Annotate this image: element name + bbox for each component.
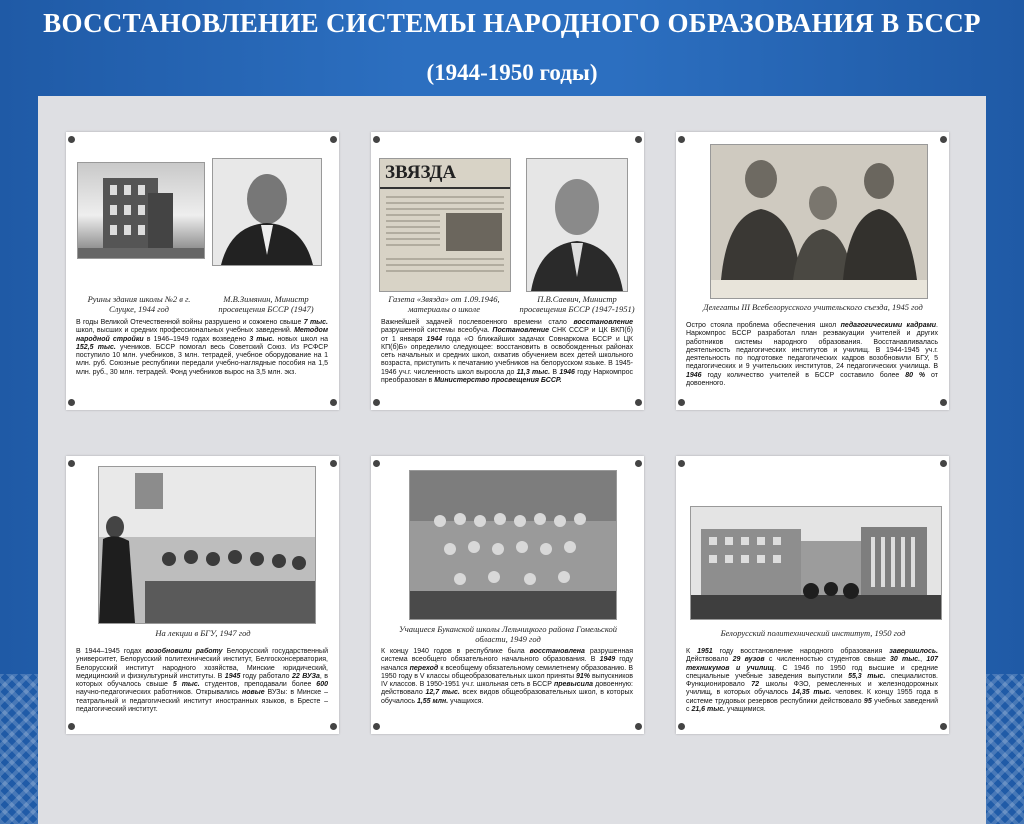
text-segment: учебных заведений с bbox=[686, 697, 939, 714]
text-segment: научно-педагогических работников. Открывались bbox=[76, 689, 242, 697]
text-segment: СНК СССР и ЦК ВКП(б) от 1 января bbox=[381, 327, 633, 343]
text-segment: 5 тыс. bbox=[172, 681, 200, 689]
newspaper-photo bbox=[379, 158, 511, 292]
text-segment: году количество учителей в БССР составило более bbox=[701, 371, 906, 379]
text-segment: в 1946–1949 годах возведено bbox=[143, 335, 250, 343]
text-segment: ВУЗы: в Минске – театральный и педагогический институт иностранных языков, в Бресте – педагогический институт. bbox=[76, 689, 328, 714]
panel-2-caption-2: П.В.Саевич, Министр просвещения БССР (1947-1951) bbox=[519, 294, 635, 314]
text-segment: от довоенного. bbox=[686, 371, 939, 388]
text-segment: 600 bbox=[316, 681, 328, 689]
text-segment: 1951 bbox=[697, 648, 713, 655]
panel-5-text bbox=[381, 648, 633, 706]
text-segment: Действовало bbox=[686, 656, 733, 664]
text-segment: . С 1946 по 1950 год высшие и средние специальные учебные заведения выпустили bbox=[686, 664, 938, 680]
text-segment: В годы Великой Отечественной войны разрушено и сожжено свыше bbox=[76, 319, 304, 326]
page-subtitle: (1944-1950 годы) bbox=[426, 60, 598, 85]
text-segment: Министерство просвещения БССР. bbox=[434, 377, 562, 385]
text-segment: новые bbox=[242, 689, 265, 697]
text-segment: учащихся. bbox=[448, 697, 484, 705]
panel-3-text bbox=[686, 322, 938, 388]
panel-6-text bbox=[686, 648, 938, 714]
text-segment: специалистов. Функционировало bbox=[686, 672, 939, 689]
portrait-photo bbox=[526, 158, 628, 292]
text-segment: к всеобщему обязательному семилетнему образованию. В 1950 году в V классы общеобразовательных школ приняты bbox=[381, 664, 634, 680]
text-segment: году Наркомпрос преобразован в bbox=[381, 368, 633, 385]
text-segment: Постановление bbox=[492, 327, 550, 335]
text-segment: Остро стояла проблема обеспечения школ bbox=[686, 322, 841, 329]
ornament-right bbox=[986, 674, 1024, 824]
text-segment: 55,3 тыс. bbox=[848, 672, 886, 680]
panel-5 bbox=[371, 456, 644, 734]
newspaper-masthead: ЗВЯЗДА bbox=[380, 159, 510, 189]
text-segment: 91% bbox=[575, 672, 590, 680]
text-segment: восстановлена bbox=[529, 648, 585, 655]
text-segment: всех видов общеобразовательных школ, в которых обучалось bbox=[381, 689, 633, 705]
text-segment: . Наркомпрос БССР разработал план реэвакуации учителей и других работников системы народного образования. Восстанавливалась деятельность педагогических институтов и училищ. В 1944-1945 уч.г. деятельность по подготовке педагогических кадров возобновили БГУ, 5 педагогических и 9 учительских институтов, 24 педагогических училища. В bbox=[686, 322, 938, 371]
panel-1-caption-2: М.В.Зимянин, Министр просвещения БССР (1947) bbox=[218, 294, 314, 314]
text-segment: разрушенная система всеобщего обязательного начального образования. В bbox=[381, 648, 633, 664]
text-segment: учащимися. bbox=[725, 706, 766, 714]
text-segment: В 1944–1945 годах bbox=[76, 648, 146, 655]
panel-4-text bbox=[76, 648, 328, 714]
text-segment: К концу 1940 годов в республике была bbox=[381, 648, 530, 655]
text-segment: школы ФЗО, ремесленных и железнодорожных училищ, в которых обучалось bbox=[686, 681, 938, 697]
text-segment: завершилось. bbox=[889, 648, 938, 655]
panel-3 bbox=[676, 132, 949, 410]
text-segment: году восстановление народного образования bbox=[712, 648, 890, 655]
text-segment: новых школ на bbox=[274, 335, 328, 343]
text-segment: 1946 bbox=[686, 371, 702, 379]
text-segment: довоенную: действовало bbox=[381, 681, 633, 697]
text-segment: 30 тыс. bbox=[890, 656, 921, 664]
text-segment: 22 ВУЗа bbox=[292, 672, 320, 680]
text-segment: выпускников IV классов. В 1950-1951 уч.г. школьная сеть в БССР bbox=[381, 672, 633, 689]
text-segment: педагогическими кадрами bbox=[840, 322, 937, 329]
text-segment: Белорусский государственный университет, Белорусский политехнический институт, Белгосконсерватория, Белорусский институт народного хозяйства, Минские юридический, медицинский и физкультурный институты. В bbox=[76, 648, 328, 680]
text-segment: человек. К концу 1955 года в системе трудовых резервов республики действовало bbox=[686, 689, 939, 705]
text-segment: 7 тыс. bbox=[303, 319, 328, 326]
panel-1-caption-1: Руины здания школы №2 в г. Слуцке, 1944 год bbox=[87, 294, 191, 314]
board bbox=[38, 96, 986, 824]
panel-1-text bbox=[76, 319, 328, 377]
text-segment: школ, высших и средних профессиональных учебных заведений. bbox=[76, 327, 295, 335]
text-segment: 152,5 тыс. bbox=[76, 343, 116, 351]
text-segment: восстановление bbox=[573, 319, 633, 326]
text-segment: возобновили работу bbox=[145, 648, 223, 655]
panel-2 bbox=[371, 132, 644, 410]
text-segment: 12,7 тыс. bbox=[425, 689, 460, 697]
text-segment: К bbox=[686, 648, 698, 655]
text-segment: 3 тыс. bbox=[249, 335, 275, 343]
text-segment: учеников. БССР помогал весь Советский Союз. Из РСФСР поступило 10 млн. учебников, 3 млн. тетрадей, учебное оборудование на 1 млн. руб. Союзные республики передали учебно-наглядные пособия на 1,5 млн. руб., 30 млн. тетрадей. Фонд учебников вырос на 3,5 млн. экз. bbox=[76, 343, 328, 376]
panel-1 bbox=[66, 132, 339, 410]
text-segment: 14,35 тыс. bbox=[792, 689, 832, 697]
text-segment: Методом народной стройки bbox=[76, 327, 328, 343]
panel-5-caption-1: Учащиеся Буканской школы Лельчицкого района Гомельской области, 1949 год bbox=[399, 624, 617, 644]
text-segment: В bbox=[550, 368, 560, 376]
text-segment: году начался bbox=[381, 656, 633, 672]
text-segment: Важнейшей задачей послевоенного времени стало bbox=[381, 319, 574, 326]
panel-2-text bbox=[381, 319, 633, 385]
text-segment: 80 % bbox=[905, 371, 926, 379]
lecture-photo bbox=[98, 466, 316, 624]
panel-3-caption-1: Делегаты III Всебелорусского учительского съезда, 1945 год bbox=[703, 302, 923, 312]
text-segment: 1949 bbox=[599, 656, 616, 664]
panel-6-caption-1: Белорусский политехнический институт, 1950 год bbox=[720, 628, 906, 638]
panel-6 bbox=[676, 456, 949, 734]
text-segment: , bbox=[920, 656, 927, 664]
text-segment: 72 bbox=[751, 681, 760, 689]
text-segment: 21,6 тыс. bbox=[691, 706, 726, 714]
text-segment: 1945 bbox=[224, 672, 241, 680]
text-segment: разрушенной системы всеобуча. bbox=[381, 327, 493, 335]
text-segment: переход bbox=[409, 664, 439, 672]
page-title: ВОССТАНОВЛЕНИЕ СИСТЕМЫ НАРОДНОГО ОБРАЗОВАНИЯ В БССР bbox=[43, 8, 981, 38]
text-segment: году работало bbox=[240, 672, 293, 680]
text-segment: 29 вузов bbox=[732, 656, 765, 664]
text-segment: 1946 bbox=[559, 368, 575, 376]
text-segment: превысила bbox=[553, 681, 594, 689]
ornament-left bbox=[0, 674, 38, 824]
delegates-photo bbox=[710, 144, 928, 299]
text-segment: 11,3 тыс. bbox=[516, 368, 551, 376]
panel-4-caption-1: На лекции в БГУ, 1947 год bbox=[155, 628, 251, 638]
text-segment: года «О ближайших задачах Совнаркома БССР и ЦК КП(б)Б» определило следующее: восстановить в освобожденных районах сеть начальных и средних школ, охватив обучением всех детей школьного возраста, приступить к печатанию учебников на белорусском языке. В 1945-1946 уч.г. численность школ выросла до bbox=[381, 335, 634, 376]
text-segment: студентов, преподавали более bbox=[199, 681, 317, 689]
panel-4 bbox=[66, 456, 339, 734]
text-segment: 107 техникумов и училищ bbox=[686, 656, 938, 672]
portrait-photo bbox=[212, 158, 322, 266]
text-segment: 1944 bbox=[426, 335, 443, 343]
text-segment: 1,55 млн. bbox=[416, 697, 449, 705]
text-segment: с численностью студентов свыше bbox=[764, 656, 891, 664]
text-segment: , в которых обучалось свыше bbox=[76, 672, 329, 689]
text-segment: 95 bbox=[863, 697, 872, 705]
panel-2-caption-1: Газета «Звязда» от 1.09.1946, материалы о школе bbox=[388, 294, 500, 314]
polytechnic-photo bbox=[690, 506, 942, 620]
ruined-building-photo bbox=[77, 162, 205, 259]
students-photo bbox=[409, 470, 617, 620]
